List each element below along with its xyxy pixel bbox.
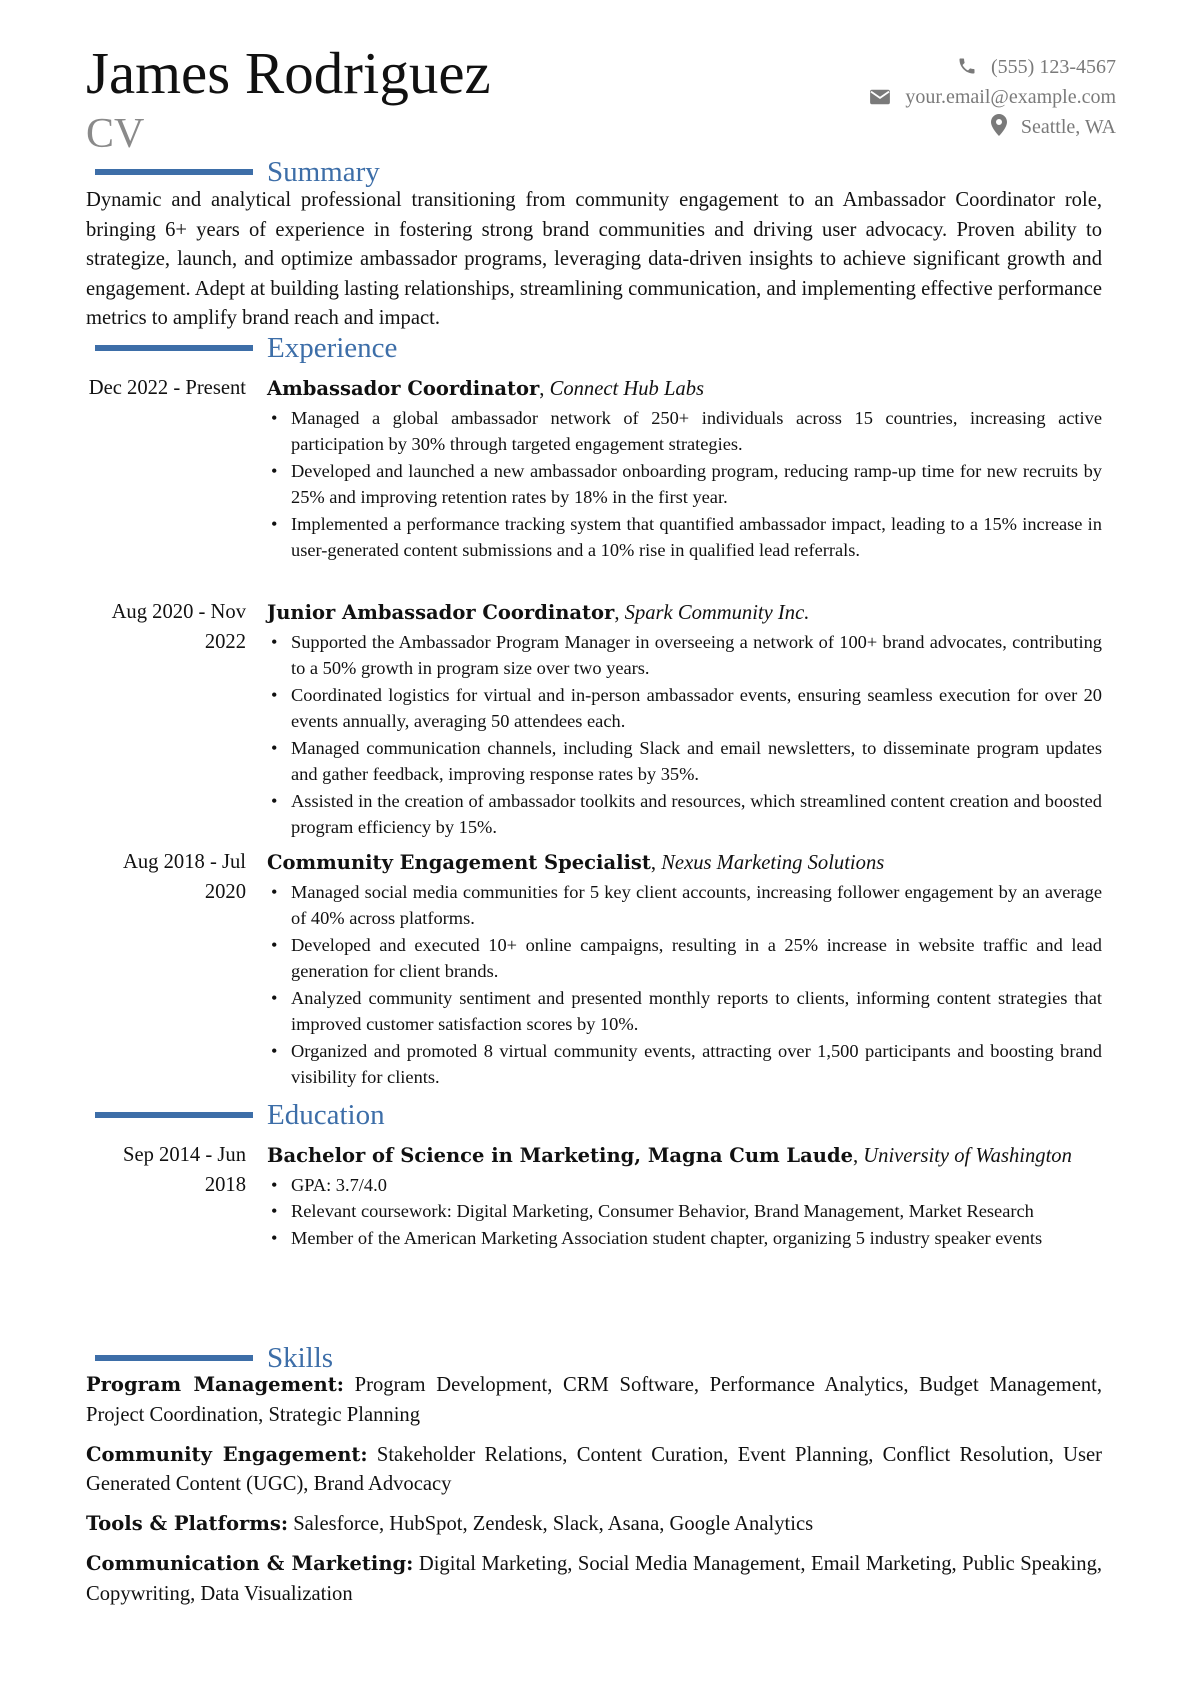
document-subtitle: CV [86,111,145,157]
skill-category: Tools & Platforms: [86,1512,289,1535]
skill-row [86,1440,1102,1500]
entry-bullets [267,405,1102,564]
skill-category: Communication & Marketing: [86,1552,414,1575]
section-title: Experience [267,332,398,364]
skill-category: Community Engagement: [86,1442,368,1466]
entry-bullets [267,629,1102,841]
resume-header [86,38,1116,158]
skill-items: Salesforce, HubSpot, Zendesk, Slack, Asana, Google Analytics [293,1513,814,1535]
list-item: • GPA: 3.7/4.0 [267,1172,1102,1199]
envelope-icon [869,88,891,106]
section-title: Education [267,1099,385,1131]
skill-items: Stakeholder Relations, Content Curation, Event Planning, Conflict Resolution, User Generated Content (UGC), Brand Advocacy [86,1443,1102,1495]
entry-date: Dec 2022 - Present [88,377,246,399]
skill-items: Program Development, CRM Software, Performance Analytics, Budget Management, Project Coordination, Strategic Planning [86,1374,1102,1426]
entry-org: University of Washington [863,1145,1072,1167]
entry-date: Sep 2014 - Jun 2018 [123,1144,246,1196]
list-item: • Coordinated logistics for virtual and in-person ambassador events, ensuring seamless execution for over 20 events annually, averaging 50 attendees each. [267,682,1102,735]
location-row [869,112,1116,142]
list-item: • Developed and launched a new ambassador onboarding program, reducing ramp-up time for new recruits by 25% and improving retention rates by 18% in the first year. [267,458,1102,511]
summary-text: Dynamic and analytical professional transitioning from community engagement to an Ambassador Coordinator role, bringing 6+ years of experience in fostering strong brand communities and driving user advocacy. Proven ability to strategize, launch, and optimize ambassador programs, leveraging data-driven insights to achieve significant growth and engagement. Adept at building lasting relationships, streamlining communication, and implementing effective performance metrics to amplify brand reach and impact. [86,189,1102,329]
phone-text[interactable]: (555) 123-4567 [991,56,1116,78]
phone-row [869,52,1116,82]
skill-row [86,1509,1102,1540]
education-heading [95,1098,1095,1132]
list-item: • Organized and promoted 8 virtual community events, attracting over 1,500 participants and boosting brand visibility for clients. [267,1038,1102,1091]
map-marker-icon [991,114,1007,136]
entry-org: Spark Community Inc. [624,602,810,624]
list-item: • Managed social media communities for 5 key client accounts, increasing follower engagement by an average of 40% across platforms. [267,879,1102,932]
section-title: Summary [267,156,380,188]
contact-block [869,52,1116,142]
email-row [869,82,1116,112]
list-item: • Relevant coursework: Digital Marketing, Consumer Behavior, Brand Management, Market Research [267,1198,1102,1225]
entry-bullets [267,1172,1102,1252]
skill-row [86,1549,1102,1609]
list-item: • Member of the American Marketing Association student chapter, organizing 5 industry speaker events [267,1225,1102,1252]
list-item: • Analyzed community sentiment and presented monthly reports to clients, informing content strategies that improved customer satisfaction scores by 10%. [267,985,1102,1038]
entry-role: Junior Ambassador Coordinator [267,601,615,624]
list-item: • Developed and executed 10+ online campaigns, resulting in a 25% increase in website traffic and lead generation for client brands. [267,932,1102,985]
entry-bullets [267,879,1102,1091]
entry-role: Ambassador Coordinator [267,377,540,400]
list-item: • Managed communication channels, including Slack and email newsletters, to disseminate program updates and gather feedback, improving response rates by 35%. [267,735,1102,788]
entry-org: Nexus Marketing Solutions [661,852,885,874]
entry-date: Aug 2020 - Nov 2022 [111,601,246,653]
entry-role: Bachelor of Science in Marketing, Magna Cum Laude [267,1144,853,1167]
entry-heading: Ambassador Coordinator, Connect Hub Labs [267,377,705,400]
section-title: Skills [267,1342,334,1374]
entry-org: Connect Hub Labs [549,378,705,400]
entry-heading: Community Engagement Specialist, Nexus Marketing Solutions [267,851,885,874]
phone-icon [957,56,977,76]
skills-list [86,1370,1102,1619]
list-item: • Supported the Ambassador Program Manager in overseeing a network of 100+ brand advocates, contributing to a 50% growth in program size over two years. [267,629,1102,682]
email-text[interactable]: your.email@example.com [905,86,1116,108]
list-item: • Implemented a performance tracking system that quantified ambassador impact, leading to a 15% increase in user-generated content submissions and a 10% rise in qualified lead referrals. [267,511,1102,564]
list-item: • Assisted in the creation of ambassador toolkits and resources, which streamlined content creation and boosted program efficiency by 15%. [267,788,1102,841]
entry-date: Aug 2018 - Jul 2020 [123,851,246,903]
experience-heading [95,331,1095,365]
candidate-name: James Rodriguez [86,40,491,106]
entry-heading: Junior Ambassador Coordinator, Spark Community Inc. [267,601,810,624]
skill-row [86,1370,1102,1430]
summary-heading [95,155,1095,189]
location-text: Seattle, WA [1020,116,1116,138]
list-item: • Managed a global ambassador network of 250+ individuals across 15 countries, increasing active participation by 30% through targeted engagement strategies. [267,405,1102,458]
section-accent-bar [95,1112,253,1118]
skill-category: Program Management: [86,1373,344,1396]
skill-items: Digital Marketing, Social Media Management, Email Marketing, Public Speaking, Copywriting, Data Visualization [86,1553,1103,1605]
section-accent-bar [95,1355,253,1361]
entry-role: Community Engagement Specialist [267,851,651,874]
section-accent-bar [95,345,253,351]
entry-heading: Bachelor of Science in Marketing, Magna Cum Laude, University of Washington [267,1144,1072,1167]
section-accent-bar [95,169,253,175]
